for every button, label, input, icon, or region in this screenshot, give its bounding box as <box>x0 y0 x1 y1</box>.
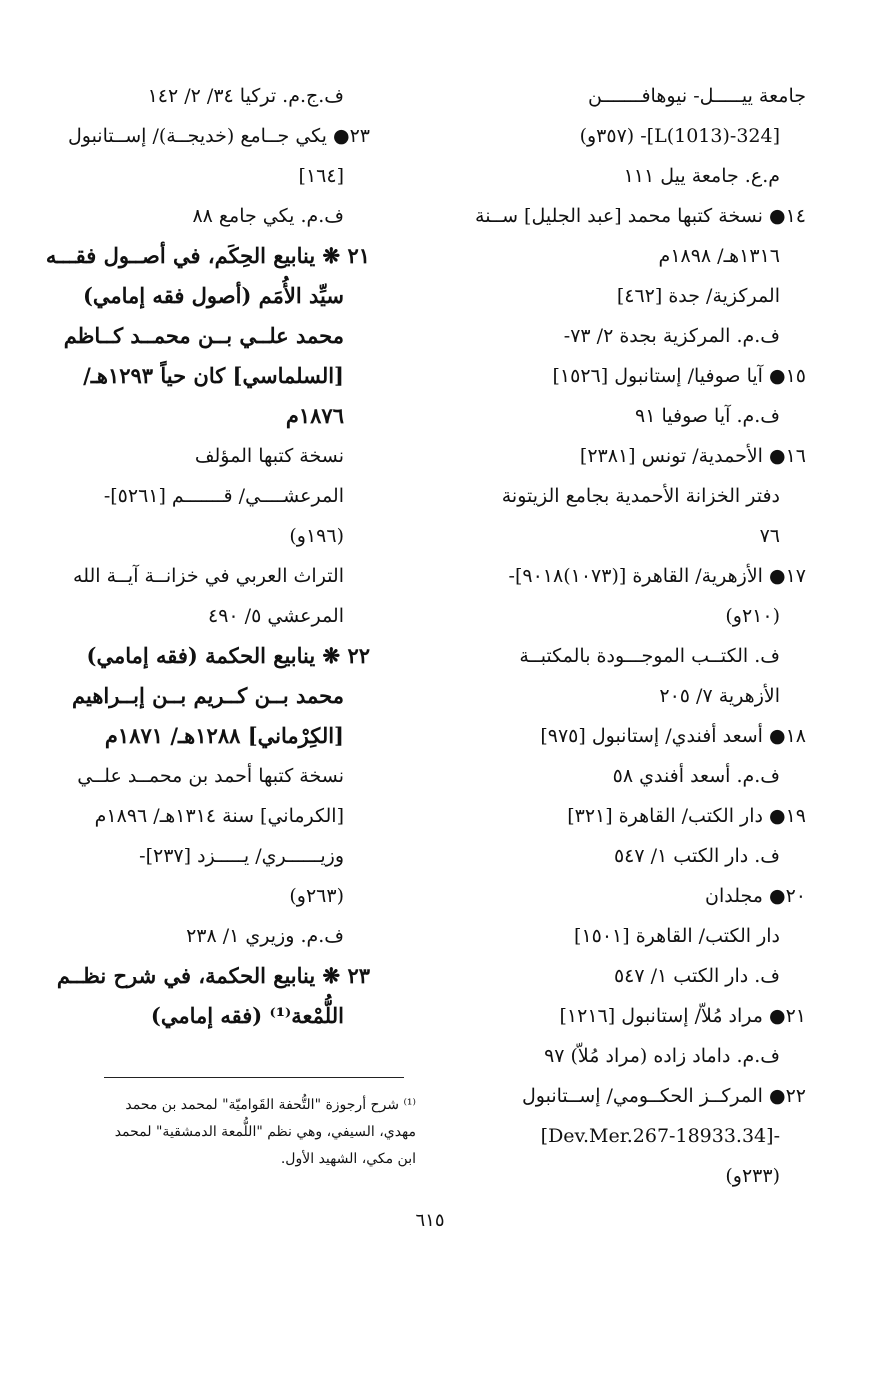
entry-line: ف.م. المركزية بجدة ٢/ ٧٣- <box>563 325 780 347</box>
entry-line: ٢٠● مجلدان <box>705 885 806 907</box>
entry-line: ٢٢● المركــز الحكــومي/ إســتانبول <box>521 1085 806 1107</box>
entry-title: ٢٣ ❋ ينابيع الحكمة، في شرح نظــم <box>56 963 370 988</box>
entry-line: ف. دار الكتب ١/ ٥٤٧ <box>613 965 780 987</box>
entry-line: ١٥● آيا صوفيا/ إستانبول [١٥٢٦] <box>552 365 806 387</box>
entry-line: [١٦٤] <box>298 165 344 187</box>
footnote-line: ⁽¹⁾ شرح أرجوزة "التُّحفة القَواميّة" لمحمد بن محمد <box>125 1097 416 1113</box>
entry-line: ١٧● الأزهرية/ القاهرة [(١٠٧٣)٩٠١٨]- <box>508 565 806 587</box>
entry-line: جامعة ييـــــل- نيوهافـــــــن <box>588 85 806 107</box>
entry-line: -[34.Dev.Mer.267-18933] <box>540 1125 780 1147</box>
entry-line: (٢١٠و) <box>725 605 780 627</box>
entry-title: ٢١ ❋ ينابيع الحِكَم، في أصــول فقـــه <box>45 243 370 268</box>
entry-line: (٢٣٣و) <box>725 1165 780 1187</box>
entry-line: المرعشي ٥/ ٤٩٠ <box>208 605 344 627</box>
footnote-line: ابن مكي، الشهيد الأول. <box>280 1151 416 1167</box>
entry-line: [324-L(1013)]- (٣٥٧و) <box>579 125 780 147</box>
entry-line: ١٨● أسعد أفندي/ إستانبول [٩٧٥] <box>540 725 806 747</box>
entry-line: (١٩٦و) <box>289 525 344 547</box>
entry-line: ٢١● مراد مُلاّ/ إستانبول [١٢١٦] <box>559 1005 806 1027</box>
entry-line: ف.ج.م. تركيا ٣٤/ ٢/ ١٤٢ <box>147 85 344 107</box>
entry-author: محمد بــن كــريم بــن إبــراهيم <box>72 683 344 708</box>
entry-line: ٧٦ <box>759 525 780 547</box>
entry-author: [الكِرْماني] ١٢٨٨هـ/ ١٨٧١م <box>104 723 344 748</box>
entry-title: ٢٢ ❋ ينابيع الحكمة (فقه إمامي) <box>86 643 370 668</box>
entry-line: نسخة كتبها المؤلف <box>194 445 344 467</box>
footnote-divider <box>104 1077 404 1078</box>
entry-line: ١٩● دار الكتب/ القاهرة [٣٢١] <box>567 805 806 827</box>
entry-line: الأزهرية ٧/ ٢٠٥ <box>659 685 780 707</box>
entry-line: المركزية/ جدة [٤٦٢] <box>616 285 780 307</box>
entry-line: ف.م. وزيري ١/ ٢٣٨ <box>186 925 344 947</box>
entry-line: م.ع. جامعة ييل ١١١ <box>623 165 780 187</box>
entry-line: ف.م. يكي جامع ٨٨ <box>192 205 344 227</box>
entry-line: المرعشــــي/ قـــــــم [٥٢٦١]- <box>103 485 344 507</box>
entry-line: التراث العربي في خزانــة آيــة الله <box>73 565 344 587</box>
entry-line: ف.م. داماد زاده (مراد مُلاّ) ٩٧ <box>544 1045 780 1067</box>
entry-line: ف. دار الكتب ١/ ٥٤٧ <box>613 845 780 867</box>
entry-line: ف.م. أسعد أفندي ٥٨ <box>612 765 780 787</box>
entry-line: ١٤● نسخة كتبها محمد [عبد الجليل] ســنة <box>475 205 806 227</box>
footnote-line: مهدي، السيفي، وهي نظم "اللُّمعة الدمشقية" لمحمد <box>114 1124 416 1140</box>
entry-line: ١٣١٦هـ/ ١٨٩٨م <box>658 245 780 267</box>
page-number: ٦١٥ <box>415 1210 445 1231</box>
entry-title: اللُّمْعة⁽¹⁾ (فقه إمامي) <box>150 1003 344 1028</box>
entry-author: [السلماسي] كان حياً ١٢٩٣هـ/ <box>83 363 344 388</box>
entry-line: [الكرماني] سنة ١٣١٤هـ/ ١٨٩٦م <box>94 805 344 827</box>
entry-line: (٢٦٣و) <box>289 885 344 907</box>
entry-line: ف. الكتــب الموجـــودة بالمكتبــة <box>519 645 780 667</box>
entry-line: دفتر الخزانة الأحمدية بجامع الزيتونة <box>501 485 780 507</box>
entry-line: وزيــــــري/ يـــــزد [٢٣٧]- <box>139 845 344 867</box>
entry-line: ف.م. آيا صوفيا ٩١ <box>635 405 780 427</box>
entry-line: نسخة كتبها أحمد بن محمــد علــي <box>77 765 344 787</box>
entry-line: ٢٣● يكي جــامع (خديجــة)/ إســتانبول <box>67 125 370 147</box>
entry-line: ١٦● الأحمدية/ تونس [٢٣٨١] <box>579 445 806 467</box>
entry-author: ١٨٧٦م <box>285 403 344 428</box>
footnote <box>80 1092 416 1173</box>
entry-title: سيِّد الأُمَم (أصول فقه إمامي) <box>82 283 344 308</box>
left-column <box>45 76 370 1036</box>
entry-author: محمد علــي بــن محمــد كــاظم <box>63 323 344 348</box>
right-column <box>434 76 806 1196</box>
entry-line: دار الكتب/ القاهرة [١٥٠١] <box>574 925 780 947</box>
